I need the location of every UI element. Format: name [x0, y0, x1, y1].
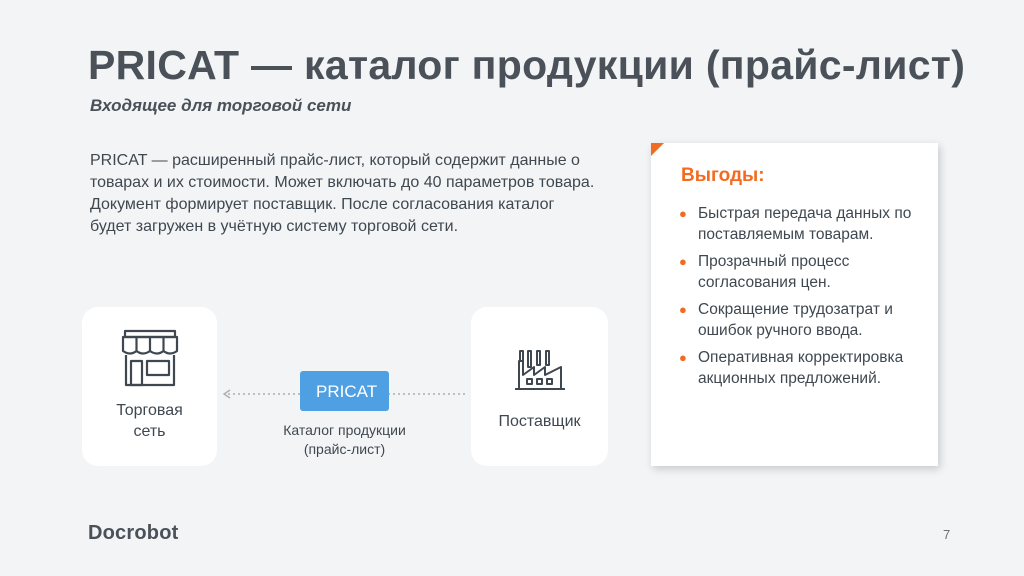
retailer-card — [82, 307, 217, 466]
bullet-icon: ● — [679, 254, 687, 269]
benefit-item: ● Быстрая передача данных по поставляемым товарам. — [679, 205, 912, 243]
bullet-icon: ● — [679, 302, 687, 317]
bullet-icon: ● — [679, 350, 687, 365]
benefit-item: ● Оперативная корректировка акционных предложений. — [679, 349, 904, 387]
slide-title: PRICAT — каталог продукции (прайс-лист) — [88, 42, 966, 88]
slide-subtitle: Входящее для торговой сети — [90, 96, 352, 115]
supplier-card — [471, 307, 608, 466]
storefront-icon — [119, 329, 181, 389]
benefits-box — [651, 143, 938, 466]
retailer-label: Торговая сеть — [116, 402, 183, 440]
benefit-item: ● Прозрачный процесс согласования цен. — [679, 253, 850, 291]
benefits-title: Выгоды: — [681, 165, 765, 186]
supplier-label: Поставщик — [498, 413, 581, 430]
bullet-icon: ● — [679, 206, 687, 221]
benefit-item: ● Сокращение трудозатрат и ошибок ручного ввода. — [679, 301, 893, 339]
page-number: 7 — [943, 527, 951, 542]
benefits-list — [679, 203, 924, 395]
docrobot-logo: Docrobot — [88, 522, 179, 544]
flow-caption: Каталог продукции (прайс-лист) — [283, 422, 406, 457]
pricat-badge: PRICAT — [300, 371, 389, 411]
corner-accent — [651, 143, 664, 156]
factory-icon — [514, 347, 566, 391]
description-text: PRICAT — расширенный прайс-лист, который содержит данные о товарах и их стоимости. Может включать до 40 параметров товара. Документ формирует поставщик. После согласования каталог будет загружен в учётную систему торговой сети. — [90, 152, 595, 235]
